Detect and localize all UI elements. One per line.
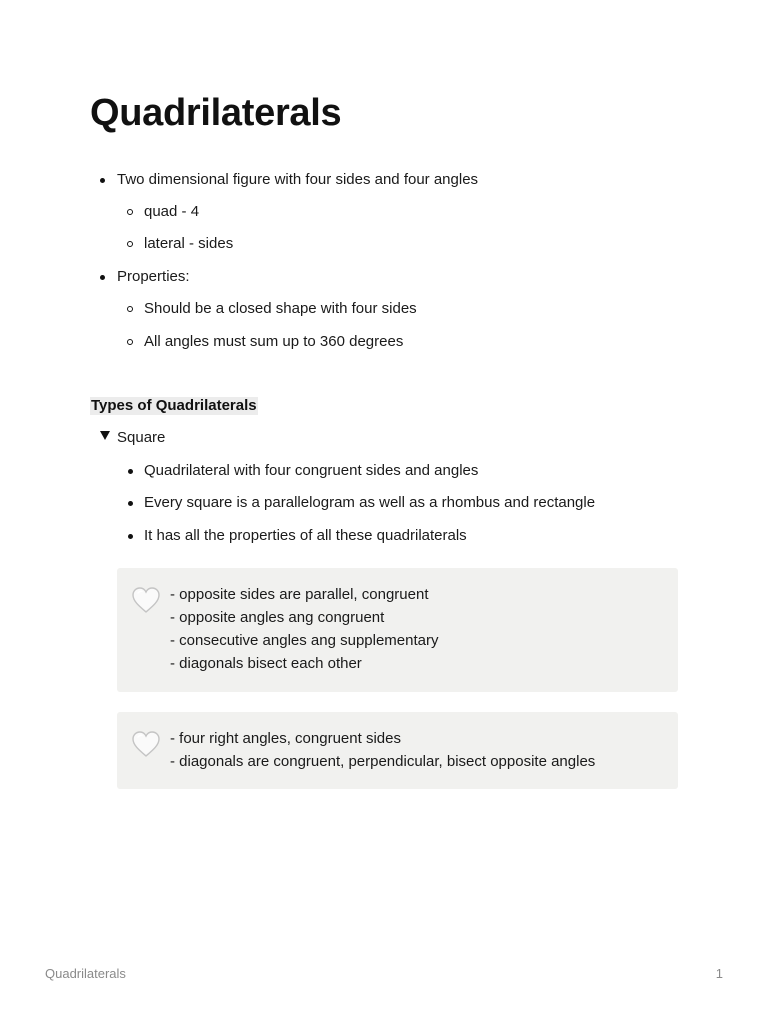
- bullet-circle: [127, 306, 133, 312]
- toggle-label[interactable]: Square: [117, 429, 166, 446]
- callout-box: [117, 712, 678, 789]
- callout-line: - opposite angles ang congruent: [170, 609, 385, 626]
- bullet-disc: [100, 275, 105, 280]
- page-title: Quadrilaterals: [90, 92, 342, 134]
- list-item: It has all the properties of all these quadrilaterals: [144, 527, 467, 544]
- bullet-circle: [127, 209, 133, 215]
- list-item: Quadrilateral with four congruent sides and angles: [144, 462, 479, 479]
- bullet-disc: [100, 178, 105, 183]
- list-item: lateral - sides: [144, 235, 234, 252]
- callout-line: - four right angles, congruent sides: [170, 730, 401, 747]
- bullet-disc: [128, 534, 133, 539]
- list-item: Every square is a parallelogram as well as a rhombus and rectangle: [144, 494, 596, 511]
- callout-line: - opposite sides are parallel, congruent: [170, 586, 429, 603]
- callout-line: - consecutive angles ang supplementary: [170, 632, 439, 649]
- footer-doc-title: Quadrilaterals: [45, 966, 126, 981]
- bullet-disc: [128, 469, 133, 474]
- list-item: quad - 4: [144, 203, 200, 220]
- list-item: All angles must sum up to 360 degrees: [144, 333, 404, 350]
- bullet-circle: [127, 241, 133, 247]
- callout-line: - diagonals are congruent, perpendicular, bisect opposite angles: [170, 753, 596, 770]
- footer-page-number: 1: [715, 966, 723, 981]
- callout-line: - diagonals bisect each other: [170, 655, 362, 672]
- list-item: Two dimensional figure with four sides and four angles: [117, 171, 479, 188]
- white-heart-icon: [131, 730, 161, 758]
- list-item: Should be a closed shape with four sides: [144, 300, 417, 317]
- toggle-arrow-icon[interactable]: [100, 431, 110, 440]
- bullet-disc: [128, 501, 133, 506]
- white-heart-icon: [131, 586, 161, 614]
- list-item: Properties:: [117, 268, 190, 285]
- bullet-circle: [127, 339, 133, 345]
- callout-box: [117, 568, 678, 692]
- section-heading: Types of Quadrilaterals: [91, 397, 257, 414]
